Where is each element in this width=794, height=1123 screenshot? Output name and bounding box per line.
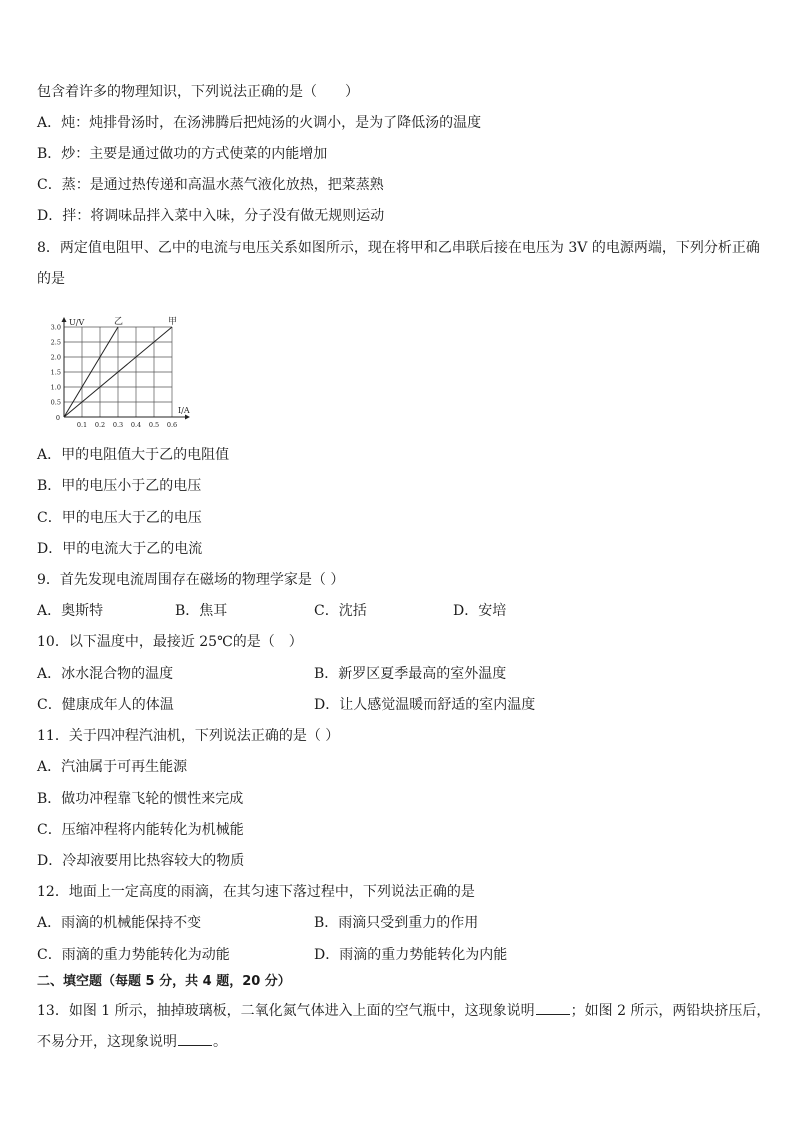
- q12-option-a: A．雨滴的机械能保持不变: [37, 915, 202, 931]
- x-tick-label: 0.6: [166, 421, 178, 429]
- q11-option-c: C．压缩冲程将内能转化为机械能: [37, 822, 244, 838]
- answer-blank-1[interactable]: [536, 1000, 570, 1015]
- origin-label: 0: [55, 414, 60, 422]
- section-title: 二、填空题（每题 5 分，共 4 题，20 分）: [37, 974, 291, 989]
- q10-option-b: B．新罗区夏季最高的室外温度: [314, 666, 507, 682]
- x-tick-label: 0.5: [148, 421, 160, 429]
- chart-axes: [62, 317, 191, 420]
- q7-option-a: A．炖：炖排骨汤时，在汤沸腾后把炖汤的火调小，是为了降低汤的温度: [37, 115, 482, 131]
- q9-stem: 9．首先发现电流周围存在磁场的物理学家是（ ）: [37, 572, 345, 588]
- q8-option-b: B．甲的电压小于乙的电压: [37, 478, 202, 494]
- q11-option-d: D．冷却液要用比热容较大的物质: [37, 853, 245, 869]
- q9-option-b: B．焦耳: [175, 603, 228, 619]
- y-tick-label: 1.0: [50, 383, 61, 392]
- x-axis-label: I/A: [178, 406, 190, 415]
- y-tick-label: 0.5: [50, 398, 61, 407]
- q7-option-b: B．炒：主要是通过做功的方式使菜的内能增加: [37, 146, 328, 162]
- q13-text-2: ；如图 2 所示，两铅块挤压后，: [570, 1003, 771, 1019]
- q9-option-c: C．沈括: [314, 603, 367, 619]
- q13-line2: [37, 1031, 227, 1051]
- q8-stem-line2: 的是: [37, 271, 65, 287]
- q8-option-d: D．甲的电流大于乙的电流: [37, 541, 203, 557]
- q12-stem: 12．地面上一定高度的雨滴，在其匀速下落过程中，下列说法正确的是: [37, 884, 475, 900]
- q7-stem: 包含着许多的物理知识，下列说法正确的是（ ）: [37, 84, 359, 100]
- q13-text-1: 13．如图 1 所示，抽掉玻璃板，二氧化氮气体进入上面的空气瓶中，这现象说明: [37, 1003, 535, 1019]
- q10-stem: 10．以下温度中，最接近 25℃的是（ ）: [37, 634, 303, 650]
- q7-option-d: D．拌：将调味品拌入菜中入味，分子没有做无规则运动: [37, 208, 385, 224]
- q12-option-d: D．雨滴的重力势能转化为内能: [314, 947, 508, 963]
- x-tick-label: 0.4: [130, 421, 142, 429]
- y-tick-label: 1.5: [50, 368, 61, 377]
- x-tick-label: 0.2: [94, 421, 106, 429]
- q8-option-c: C．甲的电压大于乙的电压: [37, 510, 202, 526]
- answer-blank-2[interactable]: [178, 1031, 212, 1046]
- y-axis-label: U/V: [69, 318, 85, 327]
- y-tick-label: 2.0: [50, 353, 61, 362]
- q11-option-a: A．汽油属于可再生能源: [37, 759, 188, 775]
- q8-option-a: A．甲的电阻值大于乙的电阻值: [37, 447, 230, 463]
- q12-option-c: C．雨滴的重力势能转化为动能: [37, 947, 230, 963]
- chart-labels: [51, 316, 190, 429]
- q11-stem: 11．关于四冲程汽油机，下列说法正确的是（ ）: [37, 728, 340, 744]
- y-axis-arrow: [62, 317, 67, 322]
- x-axis-arrow: [185, 415, 190, 420]
- y-tick-label: 2.5: [50, 338, 61, 347]
- x-tick-label: 0.1: [76, 421, 88, 429]
- q11-option-b: B．做功冲程靠飞轮的惯性来完成: [37, 791, 244, 807]
- q12-option-b: B．雨滴只受到重力的作用: [314, 915, 479, 931]
- q9-option-d: D．安培: [453, 603, 507, 619]
- x-tick-label: 0.3: [112, 421, 124, 429]
- series-label: 甲: [168, 317, 178, 327]
- q7-option-c: C．蒸：是通过热传递和高温水蒸气液化放热，把菜蒸熟: [37, 177, 384, 193]
- q10-option-d: D．让人感觉温暖而舒适的室内温度: [314, 697, 536, 713]
- q10-option-c: C．健康成年人的体温: [37, 697, 174, 713]
- q13-text-3: 不易分开，这现象说明: [37, 1034, 177, 1050]
- q10-option-a: A．冰水混合物的温度: [37, 666, 174, 682]
- y-tick-label: 3.0: [50, 323, 61, 332]
- q13-text-4: 。: [213, 1034, 227, 1050]
- q8-stem-line1: 8．两定值电阻甲、乙中的电流与电压关系如图所示，现在将甲和乙串联后接在电压为 3V 的电源两端，下列分析正确: [37, 240, 760, 256]
- q13-line1: [37, 1000, 770, 1020]
- q9-option-a: A．奥斯特: [37, 603, 104, 619]
- series-label: 乙: [114, 317, 124, 327]
- iu-graph: [44, 305, 190, 430]
